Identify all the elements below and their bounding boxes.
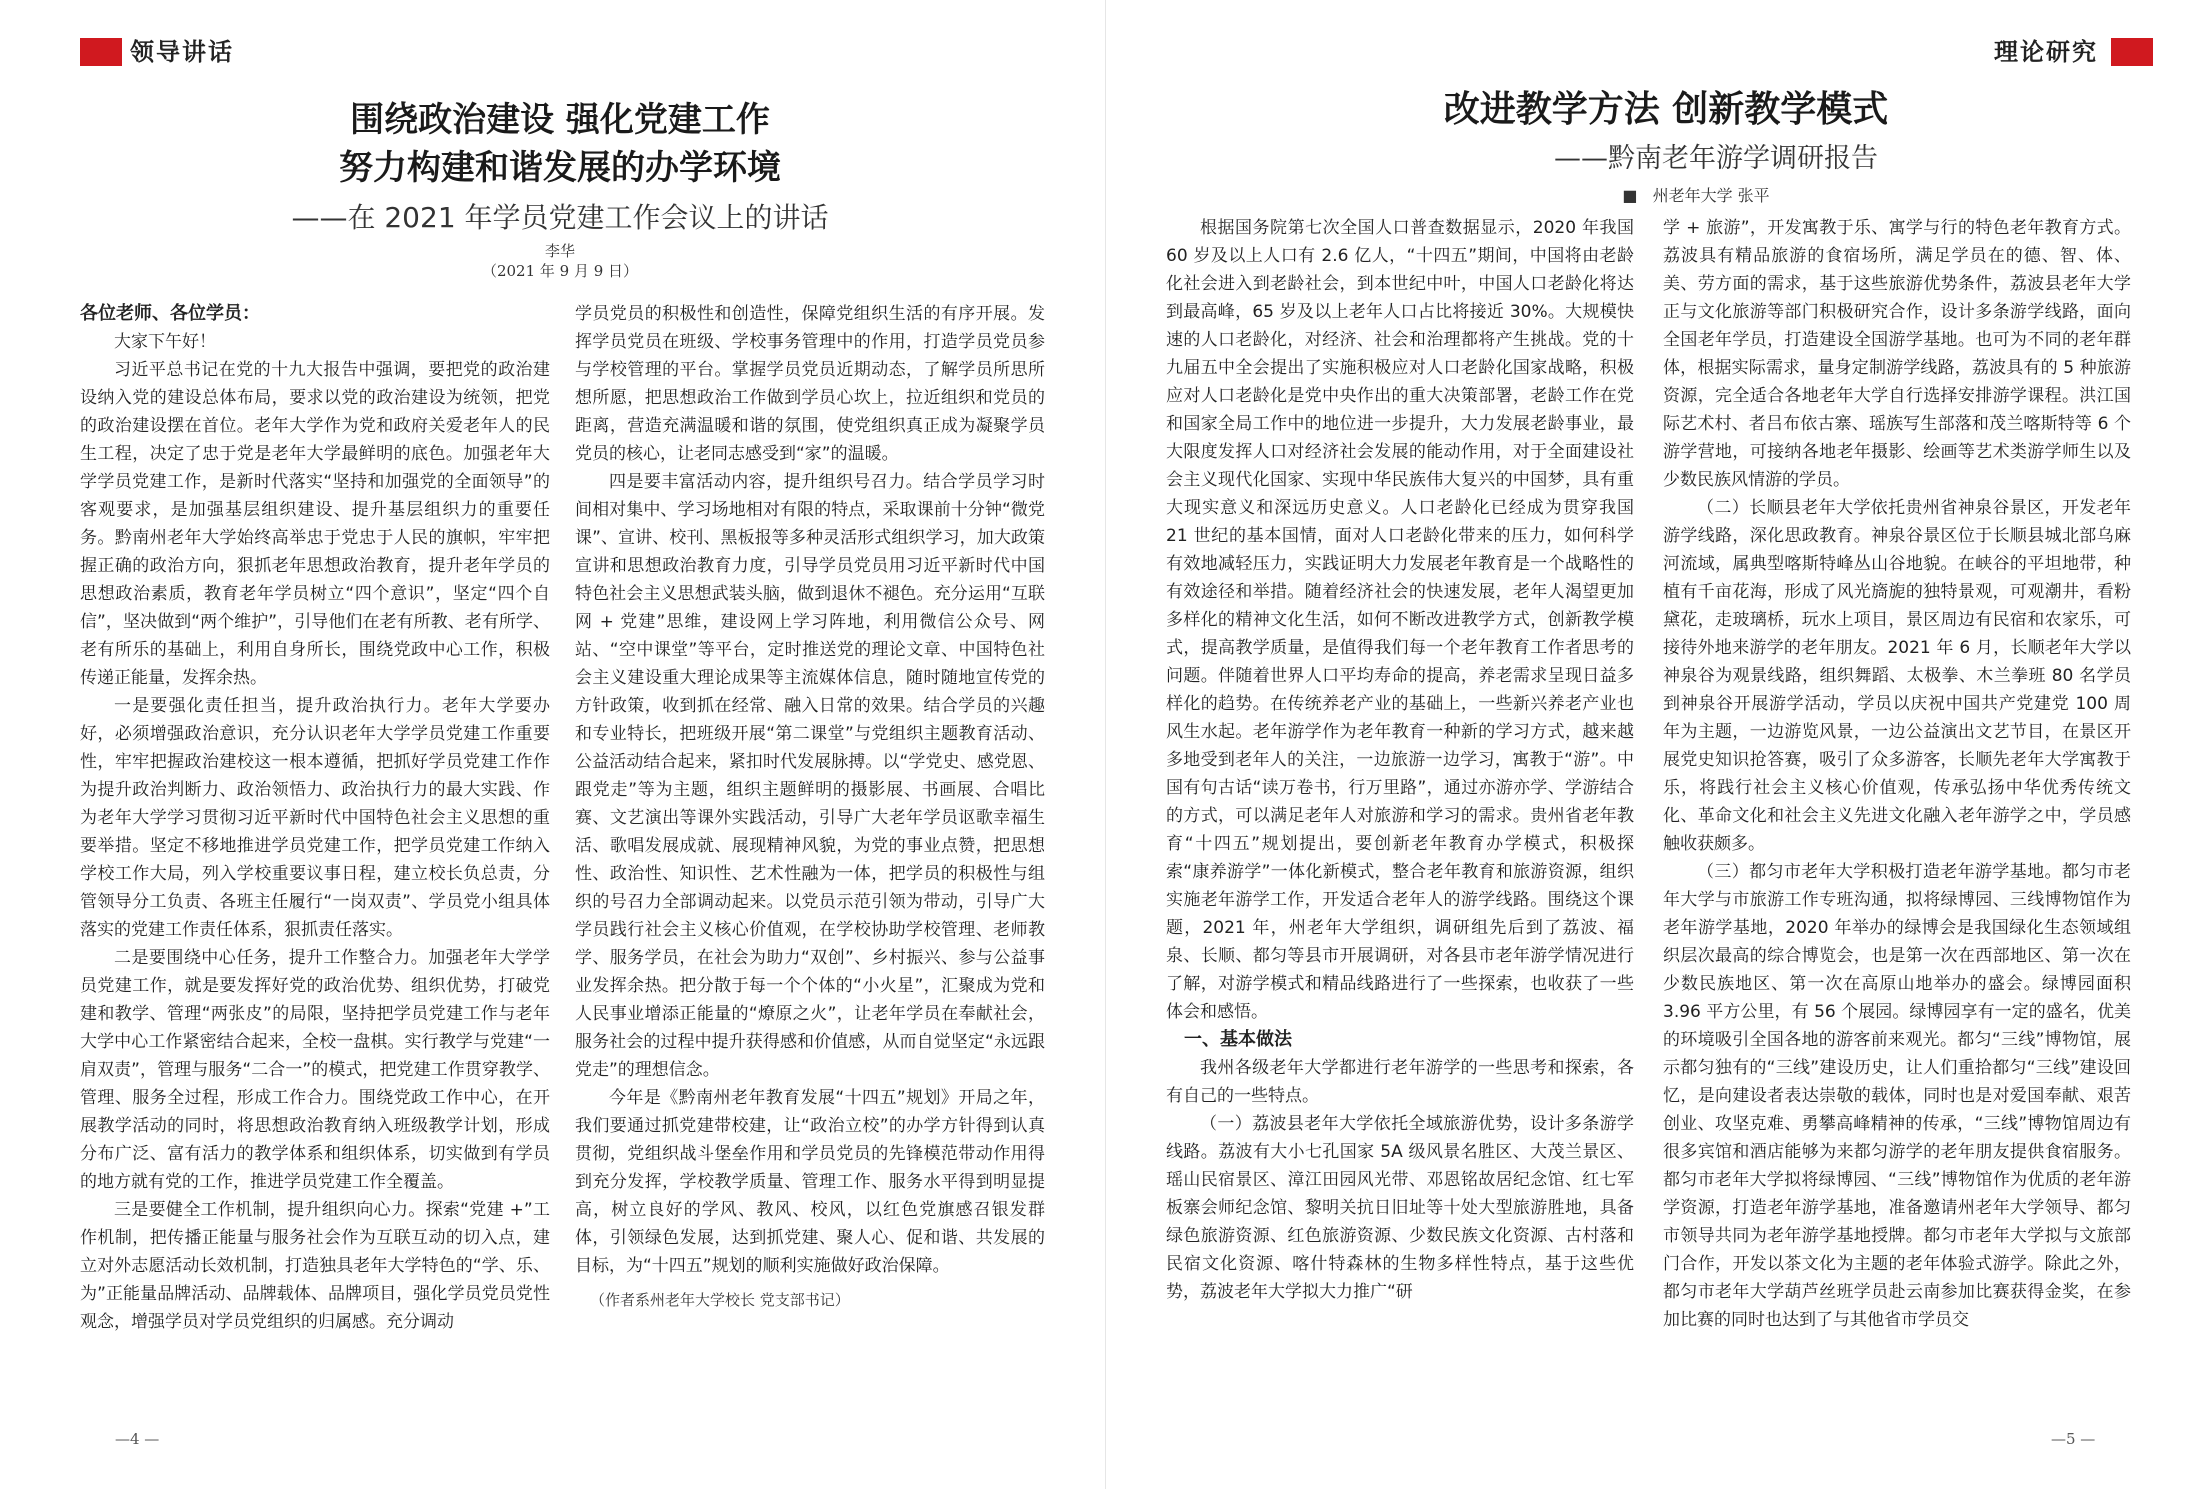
byline-mark-icon: ■ — [1622, 186, 1638, 205]
right-column-1 — [1166, 214, 1634, 1419]
section-label: 理论研究 — [1994, 38, 2098, 66]
article-subtitle: ——在 2021 年学员党建工作会议上的讲话 — [291, 201, 829, 234]
left-column-2 — [575, 300, 1045, 1415]
byline — [1526, 183, 1866, 206]
body-paragraph: 四是要丰富活动内容，提升组织号召力。结合学员学习时间相对集中、学习场地相对有限的特点，采取课前十分钟“微党课”、宣讲、校刊、黑板报等多种灵活形式组织学习，加大政策宣讲和思想政治教育力度，引导学员党员用习近平新时代中国特色社会主义思想武装头脑，做到退休不褪色。充分运用“互联网 + 党建”思维，建设网上学习阵地，利用微信公众号、网站、“空中课堂”等平台，定时推送党的理论文章、中国特色社会主义建设重大理论成果等主流媒体信息，随时随地宣传党的方针政策，收到抓在经常、融入日常的效果。结合学员的兴趣和专业特长，把班级开展“第二课堂”与党组织主题教育活动、公益活动结合起来，紧扣时代发展脉搏。以“学党史、感党恩、跟党走”等为主题，组织主题鲜明的摄影展、书画展、合唱比赛、文艺演出等课外实践活动，引导广大老年学员讴歌幸福生活、歌唱发展成就、展现精神风貌，为党的事业点赞，把思想性、政治性、知识性、艺术性融为一体，把学员的积极性与组织的号召力全部调动起来。以党员示范引领为带动，引导广大学员践行社会主义核心价值观，在学校协助学校管理、老师教学、服务学员，在社会为助力“双创”、乡村振兴、参与公益事业发挥余热。把分散于每一个个体的“小火星”，汇聚成为党和人民事业增添正能量的“燎原之火”，让老年学员在奉献社会，服务社会的过程中提升获得感和价值感，从而自觉坚定“永远跟党走”的理想信念。 — [575, 472, 1045, 1080]
body-paragraph: 学员党员的积极性和创造性，保障党组织生活的有序开展。发挥学员党员在班级、学校事务管理中的作用，打造学员党员参与学校管理的平台。掌握学员党员近期动态，了解学员所思所想所愿，把思想政治工作做到学员心坎上，拉近组织和党员的距离，营造充满温暖和谐的氛围，使党组织真正成为凝聚学员党员的核心，让老同志感受到“家”的温暖。 — [575, 304, 1045, 464]
article-title-line1: 围绕政治建设 强化党建工作 — [350, 100, 770, 140]
body-paragraph: 今年是《黔南州老年教育发展“十四五”规划》开局之年，我们要通过抓党建带校建，让“政治立校”的办学方针得到认真贯彻，党组织战斗堡垒作用和学员党员的先锋模范带动作用得到充分发挥，学校教学质量、管理工作、服务水平得到明显提高，树立良好的学风、教风、校风，以红色党旗感召银发群体，引领绿色发展，达到抓党建、聚人心、促和谐、共发展的目标，为“十四五”规划的顺利实施做好政治保障。 — [575, 1088, 1045, 1276]
article-title: 改进教学方法 创新教学模式 — [1443, 89, 1889, 130]
body-paragraph: 习近平总书记在党的十九大报告中强调，要把党的政治建设纳入党的建设总体布局，要求以党的政治建设为统领，把党的政治建设摆在首位。老年大学作为党和政府关爱老年人的民生工程，决定了忠于党是老年大学最鲜明的底色。加强老年大学学员党建工作，是新时代落实“坚持和加强党的全面领导”的客观要求，是加强基层组织建设、提升基层组织力的重要任务。黔南州老年大学始终高举忠于党忠于人民的旗帜，牢牢把握正确的政治方向，狠抓老年思想政治教育，提升老年学员的思想政治素质，教育老年学员树立“四个意识”，坚定“四个自信”，坚决做到“两个维护”，引导他们在老有所教、老有所学、老有所乐的基础上，利用自身所长，围绕党政中心工作，积极传递正能量，发挥余热。 — [80, 360, 550, 688]
page-number: —5 — — [2051, 1430, 2096, 1448]
speech-date: （2021 年 9 月 9 日） — [481, 262, 639, 280]
left-column-1 — [80, 300, 550, 1415]
body-paragraph: 大家下午好！ — [114, 332, 216, 352]
body-paragraph: （二）长顺县老年大学依托贵州省神泉谷景区，开发老年游学线路，深化思政教育。神泉谷景区位于长顺县城北部乌麻河流域，属典型喀斯特峰丛山谷地貌。在峡谷的平坦地带，种植有千亩花海，形成了风光旖旎的独特景观，可观潮井，看粉黛花，走玻璃桥，玩水上项目，景区周边有民宿和农家乐，可接待外地来游学的老年朋友。2021 年 6 月，长顺老年大学以神泉谷为观景线路，组织舞蹈、太极拳、木兰拳班 80 名学员到神泉谷开展游学活动，学员以庆祝中国共产党建党 100 周年为主题，一边游览风景，一边公益演出文艺节目，在景区开展党史知识抢答赛，吸引了众多游客，长顺先老年大学寓教于乐，将践行社会主义核心价值观，传承弘扬中华优秀传统文化、革命文化和社会主义先进文化融入老年游学之中，学员感触收获颇多。 — [1663, 498, 2131, 854]
salutation: 各位老师、各位学员： — [80, 303, 260, 324]
section-label: 领导讲话 — [130, 38, 234, 66]
article-title-line2: 努力构建和谐发展的办学环境 — [339, 148, 781, 188]
author: 李华 — [544, 242, 575, 260]
author-note: （作者系州老年大学校长 党支部书记） — [590, 1291, 850, 1309]
right-page — [1106, 0, 2211, 1489]
body-paragraph: 一是要强化责任担当，提升政治执行力。老年大学要办好，必须增强政治意识，充分认识老年大学学员党建工作重要性，牢牢把握政治建校这一根本遵循，把抓好学员党建工作作为提升政治判断力、政治领悟力、政治执行力的最大实践、作为老年大学学习贯彻习近平新时代中国特色社会主义思想的重要举措。坚定不移地推进学员党建工作，把学员党建工作纳入学校工作大局，列入学校重要议事日程，建立校长负总责，分管领导分工负责、各班主任履行“一岗双责”、学员党小组具体落实的党建工作责任体系，狠抓责任落实。 — [80, 696, 550, 940]
body-paragraph: （三）都匀市老年大学积极打造老年游学基地。都匀市老年大学与市旅游工作专班沟通，拟将绿博园、三线博物馆作为老年游学基地，2020 年举办的绿博会是我国绿化生态领域组织层次最高的综合博览会，也是第一次在西部地区、第一次在少数民族地区、第一次在高原山地举办的盛会。绿博园面积 3.96 平方公里，有 56 个展园。绿博园享有一定的盛名，优美的环境吸引全国各地的游客前来观光。都匀“三线”博物馆，展示都匀独有的“三线”建设历史，让人们重拾都匀“三线”建设回忆，是向建设者表达崇敬的载体，同时也是对爱国奉献、艰苦创业、攻坚克难、勇攀高峰精神的传承，“三线”博物馆周边有很多宾馆和酒店能够为来都匀游学的老年朋友提供食宿服务。都匀市老年大学拟将绿博园、“三线”博物馆作为优质的老年游学资源，打造老年游学基地，准备邀请州老年大学领导、都匀市领导共同为老年游学基地授牌。都匀市老年大学拟与文旅部门合作，开发以茶文化为主题的老年体验式游学。除此之外，都匀市老年大学葫芦丝班学员赴云南参加比赛获得金奖，在参加比赛的同时也达到了与其他省市学员交 — [1663, 862, 2131, 1330]
body-paragraph: 学 + 旅游”，开发寓教于乐、寓学与行的特色老年教育方式。荔波具有精品旅游的食宿场所，满足学员在的德、智、体、美、劳方面的需求，基于这些旅游优势条件，荔波县老年大学正与文化旅游等部门积极研究合作，设计多条游学线路，面向全国老年学员，打造建设全国游学基地。也可为不同的老年群体，根据实际需求，量身定制游学线路，荔波具有的 5 种旅游资源，完全适合各地老年大学自行选择安排游学课程。洪江国际艺术村、者吕布依古寨、瑶族写生部落和茂兰喀斯特等 6 个游学营地，可接纳各地老年摄影、绘画等艺术类游学师生以及少数民族风情游的学员。 — [1663, 218, 2131, 490]
left-page — [0, 0, 1105, 1489]
page-number: —4 — — [115, 1430, 160, 1448]
section-marker — [2111, 38, 2153, 66]
byline-text: 州老年大学 张平 — [1652, 186, 1770, 205]
article-subtitle: ——黔南老年游学调研报告 — [1554, 143, 1878, 174]
body-paragraph: （一）荔波县老年大学依托全域旅游优势，设计多条游学线路。荔波有大小七孔国家 5A 级风景名胜区、大茂兰景区、瑶山民宿景区、漳江田园风光带、邓恩铭故居纪念馆、红七军板寨会师纪念馆、黎明关抗日旧址等十处大型旅游胜地，具备绿色旅游资源、红色旅游资源、少数民族文化资源、古村落和民宿文化资源、喀什特森林的生物多样性特点，基于这些优势，荔波老年大学拟大力推广“研 — [1166, 1114, 1634, 1302]
section-heading: 一、基本做法 — [1184, 1029, 1292, 1050]
body-paragraph: 我州各级老年大学都进行老年游学的一些思考和探索，各有自己的一些特点。 — [1166, 1058, 1634, 1106]
body-paragraph: 根据国务院第七次全国人口普查数据显示，2020 年我国 60 岁及以上人口有 2.6 亿人，“十四五”期间，中国将由老龄化社会进入到老龄社会，到本世纪中叶，中国人口老龄化将达到最高峰，65 岁及以上老年人口占比将接近 30%。大规模快速的人口老龄化，对经济、社会和治理都将产生挑战。党的十九届五中全会提出了实施积极应对人口老龄化国家战略，积极应对人口老龄化是党中央作出的重大决策部署，老龄工作在党和国家全局工作中的地位进一步提升，大力发展老龄事业，最大限度发挥人口对经济社会发展的能动作用，对于全面建设社会主义现代化国家、实现中华民族伟大复兴的中国梦，具有重大现实意义和深远历史意义。人口老龄化已经成为贯穿我国 21 世纪的基本国情，面对人口老龄化带来的压力，如何科学有效地减轻压力，实践证明大力发展老年教育是一个战略性的有效途径和举措。随着经济社会的快速发展，老年人渴望更加多样化的精神文化生活，如何不断改进教学方式，创新教学模式，提高教学质量，是值得我们每一个老年教育工作者思考的问题。伴随着世界人口平均寿命的提高，养老需求呈现日益多样化的趋势。在传统养老产业的基础上，一些新兴养老产业也风生水起。老年游学作为老年教育一种新的学习方式，越来越多地受到老年人的关注，一边旅游一边学习，寓教于“游”。中国有句古话“读万卷书，行万里路”，通过亦游亦学、学游结合的方式，可以满足老年人对旅游和学习的需求。贵州省老年教育“十四五”规划提出，要创新老年教育办学模式，积极探索“康养游学”一体化新模式，整合老年教育和旅游资源，组织实施老年游学工作，开发适合老年人的游学线路。围绕这个课题，2021 年，州老年大学组织，调研组先后到了荔波、福泉、长顺、都匀等县市开展调研，对各县市老年游学情况进行了解，对游学模式和精品线路进行了一些探索，也收获了一些体会和感悟。 — [1166, 218, 1634, 1022]
body-paragraph: 二是要围绕中心任务，提升工作整合力。加强老年大学学员党建工作，就是要发挥好党的政治优势、组织优势，打破党建和教学、管理“两张皮”的局限，坚持把学员党建工作与老年大学中心工作紧密结合起来，全校一盘棋。实行教学与党建“一肩双责”，管理与服务“二合一”的模式，把党建工作贯穿教学、管理、服务全过程，形成工作合力。围绕党政工作中心，在开展教学活动的同时，将思想政治教育纳入班级教学计划，形成分布广泛、富有活力的教学体系和组织体系，切实做到有学员的地方就有党的工作，推进学员党建工作全覆盖。 — [80, 948, 550, 1192]
right-column-2 — [1663, 214, 2131, 1419]
body-paragraph: 三是要健全工作机制，提升组织向心力。探索“党建 +”工作机制，把传播正能量与服务社会作为互联互动的切入点，建立对外志愿活动长效机制，打造独具老年大学特色的“学、乐、为”正能量品牌活动、品牌载体、品牌项目，强化学员党员党性观念，增强学员对学员党组织的归属感。充分调动 — [80, 1200, 550, 1332]
section-marker — [80, 38, 122, 66]
